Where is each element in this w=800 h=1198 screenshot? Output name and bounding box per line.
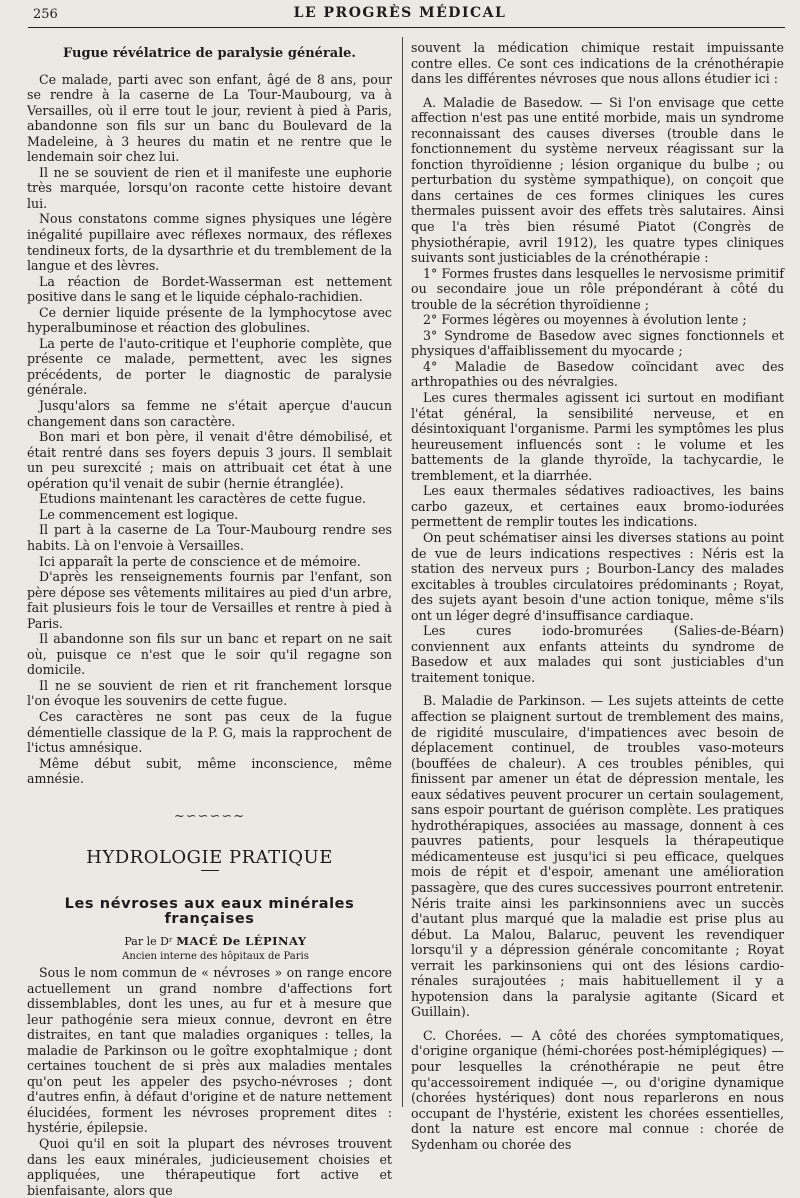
page-number: 256 [33, 7, 58, 22]
author-affiliation: Ancien interne des hôpitaux de Paris [122, 951, 309, 963]
paragraph: Ce dernier liquide présente de la lymphocytose avec hyperalbuminose et réaction des globulines. [27, 304, 392, 336]
paragraph: Les cures thermales agissent ici surtout en modifiant l'état général, la sensibilité nerveuse, et en désintoxiquant l'organisme. Parmi les symptômes les plus heureusement influencés sont : le volume et les battements de la glande thyroïde, la tachycardie, le tremblement, et la diarrhée. [411, 390, 784, 483]
paragraph: Il ne se souvient de rien et il manifeste une euphorie très marquée, lorsqu'on raconte cette histoire devant lui. [27, 164, 392, 211]
rubric-rule [201, 870, 219, 871]
paragraph: 2° Formes légères ou moyennes à évolution lente ; [423, 312, 747, 328]
author-name: MACÉ De LÉPINAY [176, 933, 307, 948]
paragraph: 1° Formes frustes dans lesquelles le nervosisme primitif ou secondaire joue un rôle prépondérant à côté du trouble de la sécrétion thyroïdienne ; [411, 265, 784, 312]
paragraph: Les eaux thermales sédatives radioactives, les bains carbo gazeux, et certaines eaux bromo-iodurées permettent de remplir toutes les indications. [411, 483, 784, 530]
end-ornament: ~∽∽∽∽~ [173, 808, 246, 824]
paragraph: Même début subit, même inconscience, même amnésie. [27, 755, 392, 787]
rubric-title: HYDROLOGIE PRATIQUE [86, 847, 333, 869]
paragraph: La réaction de Bordet-Wasserman est nettement positive dans le sang et le liquide céphalo-rachidien. [27, 273, 392, 305]
paragraph: Les cures iodo-bromurées (Salies-de-Béarn) conviennent aux enfants atteints du syndrome de Basedow et aux malades qui sont justiciables d'un traitement tonique. [411, 623, 784, 685]
paragraph: Sous le nom commun de « névroses » on range encore actuellement un grand nombre d'affections fort dissemblables, dont les unes, au fur et à mesure que leur pathogénie sera mieux connue, devront en être distraites, en tant que maladies organiques : telles, la maladie de Parkinson ou le goître exophtalmique ; dont certaines touchent de si près aux maladies mentales qu'on peut les appeler des psycho-névroses ; dont d'autres enfin, à défaut d'origine et de nature nettement élucidées, forment les névroses proprement dites : hystérie, épilepsie. [27, 964, 392, 1136]
paragraph: Quoi qu'il en soit la plupart des névroses trouvent dans les eaux minérales, judicieusement choisies et appliquées, une thérapeutique fort active et bienfaisante, alors que [27, 1136, 392, 1198]
paragraph: Nous constatons comme signes physiques une légère inégalité pupillaire avec réflexes normaux, des réflexes tendineux forts, de la dysarthrie et du tremblement de la langue et des lèvres. [27, 211, 392, 274]
paragraph: Bon mari et bon père, il venait d'être démobilisé, et était rentré dans ses foyers depuis 3 jours. Il semblait un peu surexcité ; mais on attribuait cet état à une opération qu'il venait de subir (hernie étranglée). [27, 429, 392, 491]
paragraph: C. Chorées. — A côté des chorées symptomatiques, d'origine organique (hémi-chorées post-hémiplégiques) — pour lesquelles la crénothérapie ne peut être qu'accessoirement indiquée —, ou d'origine dynamique (chorées hystériques) dont nous reparlerons en nous occupant de l'hystérie, existent les chorées essentielles, dont la nature est encore mal connue : chorée de Sydenham ou chorée des [411, 1027, 784, 1152]
column-divider [402, 37, 403, 1107]
paragraph: Ce malade, parti avec son enfant, âgé de 8 ans, pour se rendre à la caserne de La Tour-Maubourg, va à Versailles, où il erre tout le jour, revient à pied à Paris, abandonne son fils sur un banc du Boulevard de la Madeleine, à 3 heures du matin et ne rentre que le lendemain soir chez lui. [27, 71, 392, 165]
author-line [27, 934, 392, 950]
paragraph: Ces caractères ne sont pas ceux de la fugue démentielle classique de la P. G, mais la rapprochent de l'ictus amnésique. [27, 708, 392, 756]
header-rule [28, 27, 785, 28]
paragraph: Il part à la caserne de La Tour-Maubourg rendre ses habits. Là on l'envoie à Versailles. [27, 522, 392, 553]
paragraph: 4° Maladie de Basedow coïncidant avec des arthropathies ou des névralgies. [411, 358, 784, 390]
paragraph: On peut schématiser ainsi les diverses stations au point de vue de leurs indications respectives : Néris est la station des nerveux purs ; Bourbon-Lancy des malades excitables à troubles circulatoires prédominants ; Royat, des sujets ayant besoin d'une action tonique, même s'ils ont un léger degré d'insuffisance cardiaque. [411, 529, 784, 623]
paragraph: Ici apparaît la perte de conscience et de mémoire. [39, 553, 361, 569]
paragraph: B. Maladie de Parkinson. — Les sujets atteints de cette affection se plaignent surtout de tremblement des mains, de rigidité musculaire, d'impatiences avec besoin de déplacement continuel, de troubles vaso-moteurs (bouffées de chaleur). A ces troubles pénibles, qui finissent par amener un état de dépression mentale, les eaux sédatives peuvent procurer un certain soulagement, sans espoir pourtant de guérison complète. Les pratiques hydrothérapiques, associées au massage, donnent à ces pauvres patients, pour lesquels la thérapeutique médicamenteuse est jusqu'ici si peu efficace, quelques mois de répit et d'espoir, amenant une amélioration passagère, que des cures successives pourront entretenir. Néris traite ainsi les parkinsonniens avec un succès d'autant plus marqué que la maladie est prise plus au début. La Malou, Balaruc, peuvent les revendiquer lorsqu'il y a dépression générale concomitante ; Royat verrait les parkinsoniens qui ont des lésions cardio-rénales surajoutées ; mais habituellement il y a hypotension dans la paralysie agitante (Sicard et Guillain). [411, 693, 784, 1020]
left-column [27, 40, 392, 1198]
article-title: Les névroses aux eaux minérales françaises [64, 895, 355, 928]
section-title: Fugue révélatrice de paralysie générale. [63, 46, 356, 61]
paragraph: La perte de l'auto-critique et l'euphorie complète, que présente ce malade, permettent, avec les signes précédents, de porter le diagnostic de paralysie générale. [27, 335, 392, 398]
paragraph: Il ne se souvient de rien et rit franchement lorsque l'on évoque les souvenirs de cette fugue. [27, 677, 392, 709]
paragraph: Jusqu'alors sa femme ne s'était aperçue d'aucun changement dans son caractère. [27, 398, 392, 429]
author-prefix: Par le Dʳ [124, 934, 173, 948]
right-column [411, 40, 784, 1152]
paragraph: D'après les renseignements fournis par l'enfant, son père dépose ses vêtements militaires au pied d'un arbre, fait plusieurs fois le tour de Versailles et rentre à pied à Paris. [27, 569, 392, 631]
paragraph: Le commencement est logique. [39, 506, 239, 522]
paragraph: A. Maladie de Basedow. — Si l'on envisage que cette affection n'est pas une entité morbide, mais un syndrome reconnaissant des causes diverses (trouble dans le fonctionnement du système nerveux réagissant sur la fonction thyroïdienne ; lésion organique du bulbe ; ou perturbation du système sympathique), on conçoit que dans certaines de ces formes cliniques les cures thermales puissent avoir des effets très salutaires. Ainsi que l'a très bien résumé Piatot (Congrès de physiothérapie, avril 1912), les quatre types cliniques suivants sont justiciables de la crénothérapie : [411, 94, 784, 266]
paragraph: 3° Syndrome de Basedow avec signes fonctionnels et physiques d'affaiblissement du myocarde ; [411, 327, 784, 359]
journal-title: LE PROGRÈS MÉDICAL [293, 5, 507, 21]
paragraph: souvent la médication chimique restait impuissante contre elles. Ce sont ces indications de la crénothérapie dans les différentes névroses que nous allons étudier ici : [411, 40, 784, 87]
paragraph: Il abandonne son fils sur un banc et repart on ne sait où, puisque ce n'est que le soir qu'il regagne son domicile. [27, 631, 392, 678]
paragraph: Etudions maintenant les caractères de cette fugue. [39, 491, 367, 507]
